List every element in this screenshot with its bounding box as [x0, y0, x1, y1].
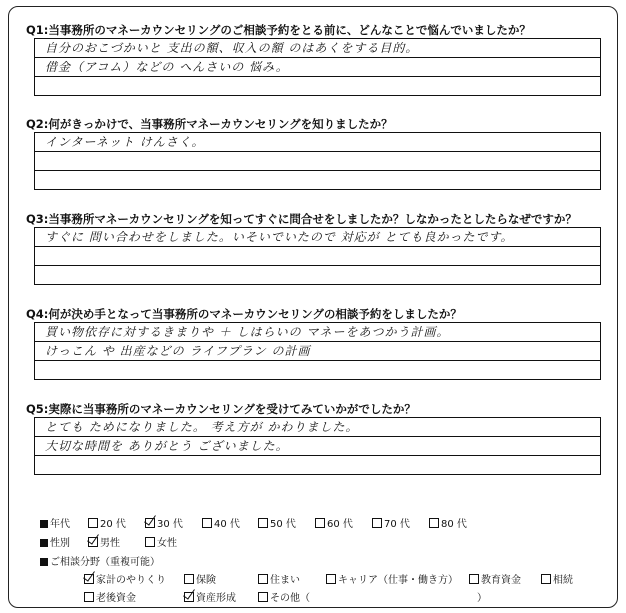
- gender-option-male[interactable]: 男性: [88, 534, 120, 549]
- checkbox-icon[interactable]: [84, 592, 94, 602]
- question-2-label: Q2:何がきっかけで、当事務所マネーカウンセリングを知りましたか？: [26, 117, 393, 131]
- consult-option-inheritance[interactable]: 相続: [541, 571, 573, 586]
- checkbox-icon[interactable]: [326, 574, 336, 584]
- answer-line: [35, 77, 600, 95]
- checked-checkbox-icon[interactable]: [145, 518, 155, 528]
- answer-box-3: [34, 227, 601, 285]
- answer-box-1: [34, 38, 601, 96]
- question-4-label: Q4:何が決め手となって当事務所のマネーカウンセリングの相談予約をしましたか？: [26, 307, 462, 321]
- consult-option-household[interactable]: 家計のやりくり: [84, 571, 166, 586]
- answer-line: [35, 266, 600, 284]
- answer-box-4: [34, 322, 601, 380]
- checkbox-icon[interactable]: [258, 574, 268, 584]
- consult-option-housing[interactable]: 住まい: [258, 571, 300, 586]
- answer-line: インターネット けんさく。: [35, 133, 600, 152]
- age-option-50[interactable]: 50 代: [258, 515, 296, 530]
- consult-other-close-paren: ）: [477, 593, 487, 604]
- answer-line: 借金（アコム）などの へんさいの 悩み。: [35, 58, 600, 77]
- answer-line: とても ためになりました。 考え方が かわりました。: [35, 418, 600, 437]
- answer-line: [35, 152, 600, 171]
- checkbox-icon[interactable]: [372, 518, 382, 528]
- checked-checkbox-icon[interactable]: [84, 574, 94, 584]
- checkbox-icon[interactable]: [145, 537, 155, 547]
- consult-option-education[interactable]: 教育資金: [469, 571, 521, 586]
- answer-line: 買い物依存に対するきまりや ＋ しはらいの マネーをあつかう計画。: [35, 323, 600, 342]
- checkbox-icon[interactable]: [258, 518, 268, 528]
- checked-checkbox-icon[interactable]: [184, 592, 194, 602]
- answer-box-2: [34, 132, 601, 190]
- checkbox-icon[interactable]: [469, 574, 479, 584]
- answer-line: [35, 171, 600, 189]
- age-option-70[interactable]: 70 代: [372, 515, 410, 530]
- consult-option-insurance[interactable]: 保険: [184, 571, 216, 586]
- question-1-label: Q1:当事務所のマネーカウンセリングのご相談予約をとる前に、どんなことで悩んでいましたか？: [26, 23, 531, 37]
- age-heading: 年代: [40, 515, 70, 530]
- consult-option-other[interactable]: その他（: [258, 589, 310, 604]
- question-3-label: Q3:当事務所マネーカウンセリングを知ってすぐに問合せをしましたか？しなかったとしたらなぜですか？: [26, 212, 577, 226]
- checkbox-icon[interactable]: [315, 518, 325, 528]
- checked-checkbox-icon[interactable]: [88, 537, 98, 547]
- checkbox-icon[interactable]: [429, 518, 439, 528]
- gender-heading: 性別: [40, 534, 70, 549]
- answer-line: けっこん や 出産などの ライフプラン の計画: [35, 342, 600, 361]
- checkbox-icon[interactable]: [184, 574, 194, 584]
- consult-heading: ご相談分野（重複可能）: [40, 553, 160, 568]
- consult-option-assets[interactable]: 資産形成: [184, 589, 236, 604]
- answer-line: 大切な時間を ありがとう ございました。: [35, 437, 600, 456]
- consult-option-career[interactable]: キャリア（仕事・働き方）: [326, 571, 458, 586]
- answer-line: [35, 361, 600, 379]
- answer-box-5: [34, 417, 601, 475]
- question-5-label: Q5:実際に当事務所のマネーカウンセリングを受けてみていかがでしたか？: [26, 402, 416, 416]
- age-option-40[interactable]: 40 代: [202, 515, 240, 530]
- age-option-20[interactable]: 20 代: [88, 515, 126, 530]
- gender-option-female[interactable]: 女性: [145, 534, 177, 549]
- answer-line: [35, 247, 600, 266]
- answer-line: [35, 456, 600, 474]
- answer-line: 自分のおこづかいと 支出の額、収入の額 のはあくをする目的。: [35, 39, 600, 58]
- checkbox-icon[interactable]: [88, 518, 98, 528]
- checkbox-icon[interactable]: [258, 592, 268, 602]
- age-option-60[interactable]: 60 代: [315, 515, 353, 530]
- consult-option-retirement[interactable]: 老後資金: [84, 589, 136, 604]
- answer-line: すぐに 問い合わせをしました。いそいでいたので 対応が とても良かったです。: [35, 228, 600, 247]
- checkbox-icon[interactable]: [541, 574, 551, 584]
- checkbox-icon[interactable]: [202, 518, 212, 528]
- age-option-30[interactable]: 30 代: [145, 515, 183, 530]
- age-option-80[interactable]: 80 代: [429, 515, 467, 530]
